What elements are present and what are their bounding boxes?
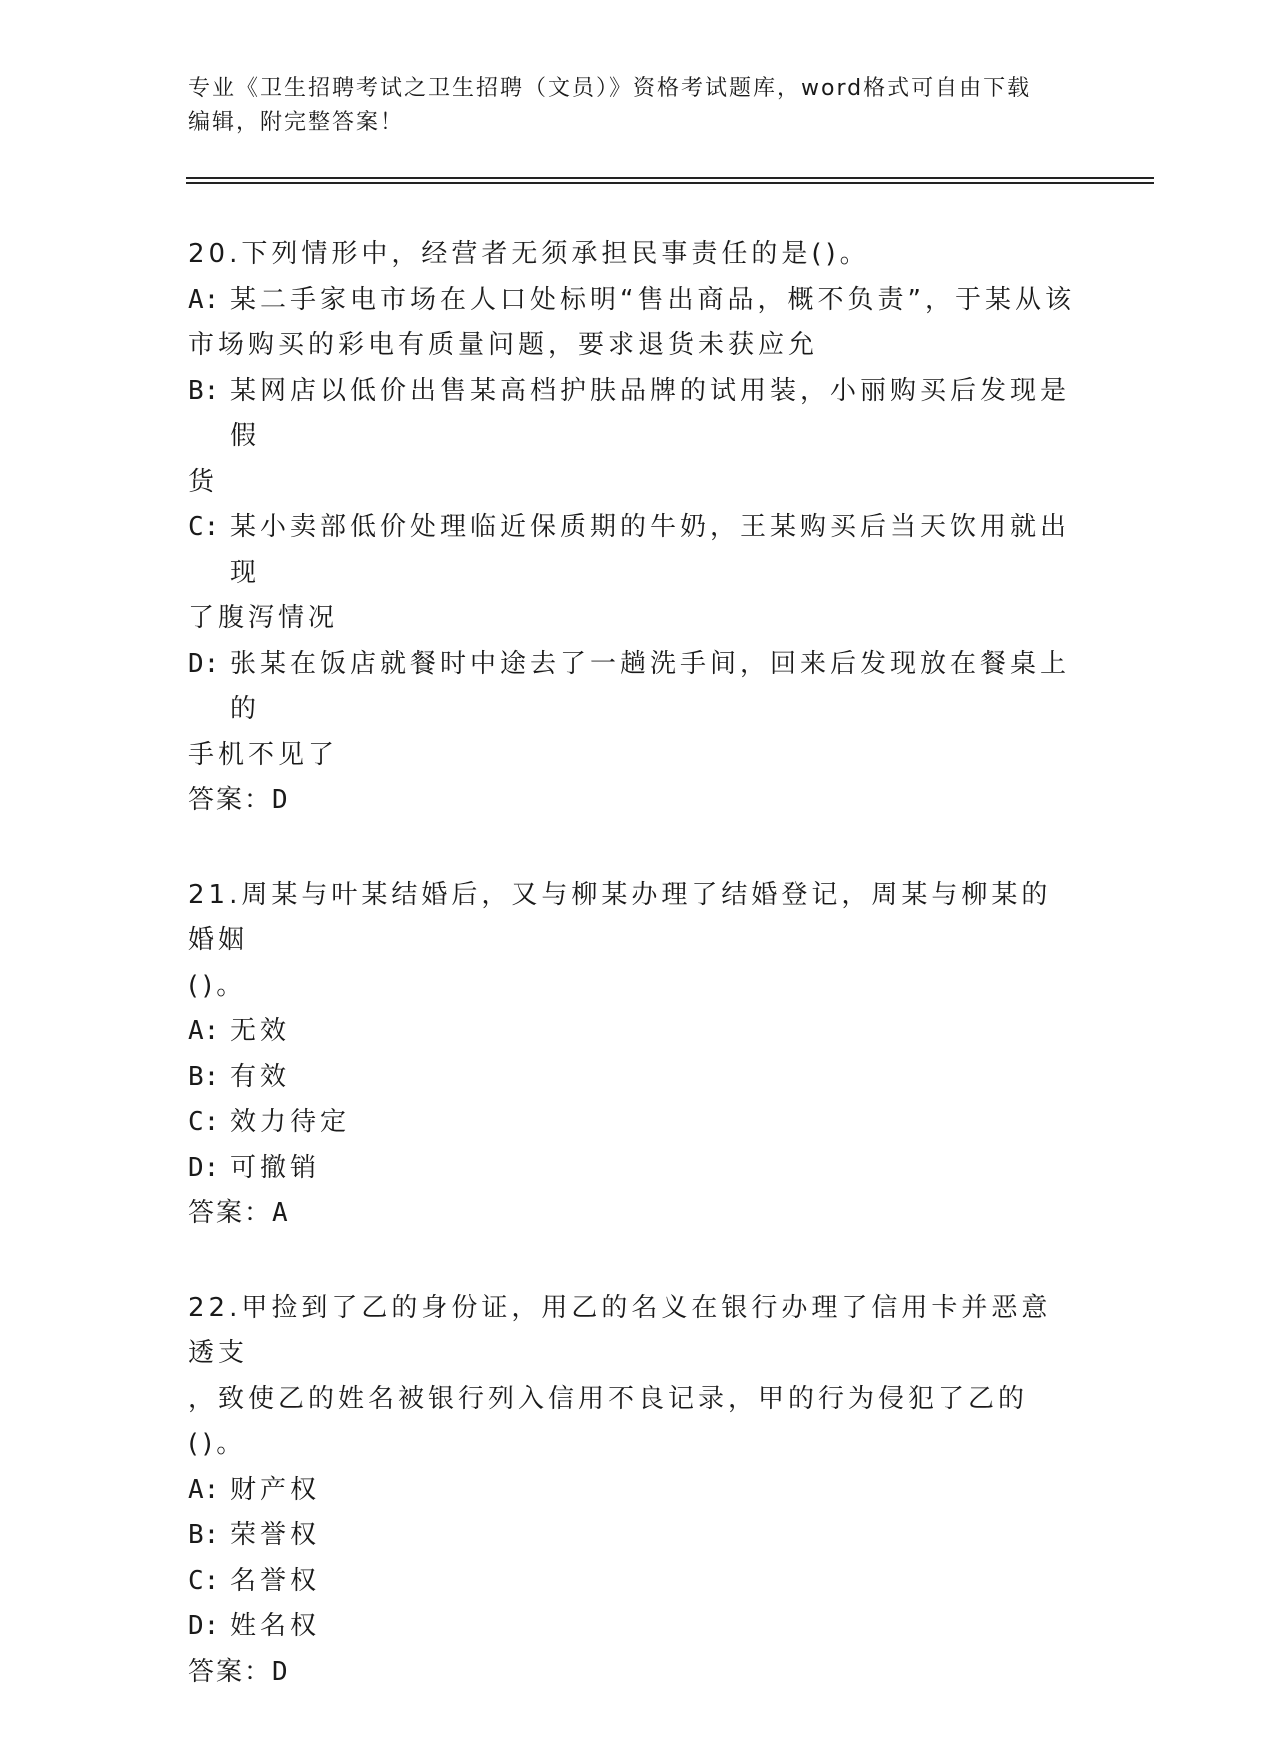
- option-c: [188, 1100, 1078, 1146]
- answer-value: A: [272, 1198, 290, 1228]
- option-letter: C:: [188, 512, 220, 542]
- question-stem: 22.甲捡到了乙的身份证，用乙的名义在银行办理了信用卡并恶意透支: [188, 1292, 1052, 1368]
- option-b: [188, 1055, 1078, 1101]
- option-letter: D:: [188, 1611, 220, 1641]
- document-header: [188, 72, 1088, 140]
- option-text-continued: 市场购买的彩电有质量问题，要求退货未获应允: [188, 330, 819, 360]
- option-text: 荣誉权: [230, 1520, 321, 1550]
- question-stem-continued: ()。: [188, 970, 247, 1001]
- answer-label: 答案：: [188, 785, 273, 815]
- option-letter: D:: [188, 648, 220, 679]
- answer-value: D: [272, 1656, 290, 1687]
- option-c: [188, 1559, 1078, 1605]
- option-a: [188, 1009, 1078, 1055]
- option-letter: B:: [188, 1520, 220, 1550]
- option-text: 名誉权: [230, 1565, 321, 1596]
- option-d: [188, 1604, 1078, 1650]
- option-text: 财产权: [230, 1474, 321, 1505]
- option-c: [188, 505, 1078, 596]
- question-stem: 21.周某与叶某结婚后，又与柳某办理了结婚登记，周某与柳某的婚姻: [188, 879, 1052, 955]
- question-list: [188, 232, 1078, 1744]
- question-20: [188, 232, 1078, 824]
- option-text: 效力待定: [230, 1107, 351, 1137]
- option-letter: C:: [188, 1565, 220, 1596]
- option-text: 无效: [230, 1016, 291, 1046]
- answer-label: 答案：: [188, 1198, 273, 1228]
- header-line-2: 编辑，附完整答案！: [188, 110, 405, 135]
- answer: [188, 778, 1078, 824]
- option-b: [188, 369, 1078, 460]
- option-d: [188, 642, 1078, 733]
- option-text-continued: 货: [188, 466, 219, 497]
- question-stem-continued: ，致使乙的姓名被银行列入信用不良记录，甲的行为侵犯了乙的()。: [188, 1383, 1029, 1459]
- option-b: [188, 1513, 1078, 1559]
- option-text: 可撤销: [230, 1152, 321, 1183]
- option-letter: A:: [188, 1474, 220, 1505]
- header-line-1: 专业《卫生招聘考试之卫生招聘（文员）》资格考试题库，word格式可自由下载: [188, 76, 1032, 101]
- answer: [188, 1650, 1078, 1696]
- option-text: 某小卖部低价处理临近保质期的牛奶，王某购买后当天饮用就出现: [230, 512, 1071, 588]
- option-letter: A:: [188, 1016, 220, 1046]
- option-text-continued: 手机不见了: [188, 739, 339, 770]
- option-text: 张某在饭店就餐时中途去了一趟洗手间，回来后发现放在餐桌上的: [230, 648, 1071, 724]
- option-letter: D:: [188, 1152, 220, 1183]
- option-letter: A:: [188, 284, 220, 315]
- option-text: 有效: [230, 1061, 291, 1092]
- question-stem: 20.下列情形中，经营者无须承担民事责任的是()。: [188, 239, 870, 269]
- option-text-continued: 了腹泻情况: [188, 603, 339, 633]
- header-divider-bottom: [186, 182, 1154, 184]
- answer: [188, 1191, 1078, 1237]
- option-text: 某二手家电市场在人口处标明“售出商品，概不负责”，于某从该: [230, 284, 1075, 315]
- option-a: [188, 1468, 1078, 1514]
- option-text: 某网店以低价出售某高档护肤品牌的试用装，小丽购买后发现是假: [230, 375, 1071, 451]
- question-21: [188, 873, 1078, 1237]
- question-22: [188, 1286, 1078, 1696]
- answer-value: D: [272, 785, 290, 815]
- option-text: 姓名权: [230, 1611, 321, 1641]
- answer-label: 答案：: [188, 1656, 273, 1687]
- option-a: [188, 278, 1078, 324]
- header-divider-top: [186, 177, 1154, 179]
- option-letter: B:: [188, 1061, 220, 1092]
- option-letter: B:: [188, 375, 220, 406]
- option-letter: C:: [188, 1107, 220, 1137]
- option-d: [188, 1146, 1078, 1192]
